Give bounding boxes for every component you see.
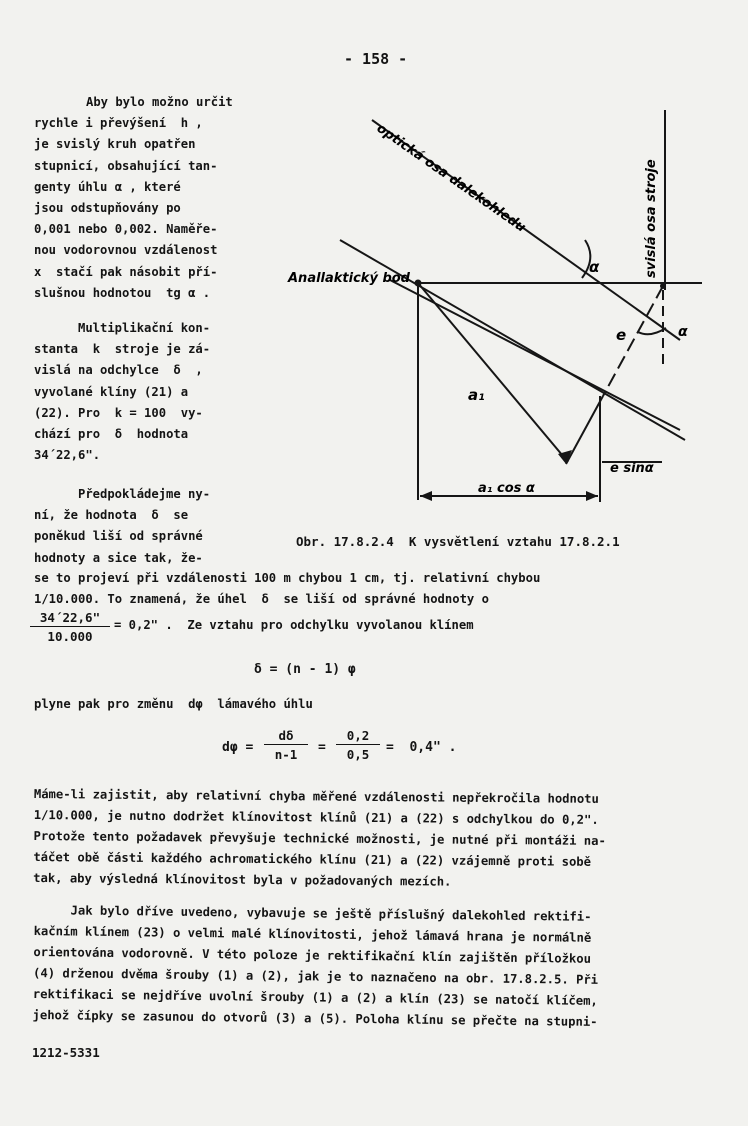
text-line: poněkud liší od správné (34, 529, 203, 544)
plyne-line (34, 694, 714, 715)
alpha-label-right: α (678, 324, 688, 340)
text-line: 34´22,6". (34, 448, 101, 463)
figure-17-8-2-4 (280, 100, 720, 520)
rectification-paragraph (32, 900, 713, 1034)
text-line: jehož čípky se zasunou do otvorů (3) a (5). Poloha klínu se přečte na stupni- (32, 1007, 598, 1029)
text-line: Multiplikační kon- (78, 321, 211, 335)
text-line: Jak bylo dříve uvedeno, vybavuje se ještě příslušný dalekohled rektifi- (33, 902, 592, 924)
text-line: slušnou hodnotou tg α . (34, 285, 211, 300)
e-label: e (616, 326, 627, 344)
document-code: 1212-5331 (32, 1045, 100, 1060)
text-line: tak, aby výsledná klínovitost byla v požadovaných mezích. (33, 870, 452, 889)
tolerance-paragraph (33, 784, 714, 895)
page-number: - 158 - (344, 50, 408, 68)
text-line: stupnicí, obsahující tan- (34, 158, 218, 173)
intro-paragraph (34, 92, 260, 304)
text-line: hodnoty a sice tak, že- (34, 550, 203, 565)
text-line: vyvolané klíny (21) a (34, 384, 189, 399)
text-line: ní, že hodnota δ se (34, 508, 189, 523)
fraction-result-text: = 0,2" . Ze vztahu pro odchylku vyvolanou klínem (114, 618, 474, 632)
e-sin-alpha-label: e sinα (610, 461, 654, 476)
gamma-arc (638, 328, 666, 334)
continuation-paragraph (34, 568, 714, 610)
anallactic-point-label: Anallaktický bod (288, 271, 410, 286)
figure-caption: Obr. 17.8.2.4 K vysvětlení vztahu 17.8.2.1 (296, 534, 620, 549)
fraction-denominator: 0,5 (346, 747, 370, 762)
text-line: nou vodorovnou vzdálenost (34, 243, 218, 258)
fraction-d-delta (264, 728, 308, 762)
fraction-denominator: 10.000 (47, 629, 93, 644)
fraction-numerator: dδ (264, 728, 308, 745)
fraction-0-2 (336, 728, 380, 762)
text-line: 1/10.000. To znamená, že úhel δ se liší od správné hodnoty o (34, 592, 489, 606)
formula2-lhs: dφ = (222, 740, 254, 755)
text-line: 0,001 nebo 0,002. Naměře- (34, 222, 218, 237)
a1-line (418, 283, 568, 462)
text-line: vislá na odchylce δ , (34, 363, 203, 378)
assume-paragraph (34, 484, 260, 569)
text-line: chází pro δ hodnota (34, 427, 189, 442)
fraction-34-22 (30, 610, 110, 644)
instrument-axis-point (660, 283, 666, 289)
text-line: rektifikaci se nejdříve uvolní šrouby (1) a (2) a klín (23) se natočí klíčem, (32, 986, 598, 1008)
vertical-axis-label: svislá osa stroje (644, 159, 659, 278)
text-line: rychle i převýšení h , (34, 116, 203, 131)
text-line: Předpokládejme ny- (78, 487, 211, 501)
text-line: stanta k stroje je zá- (34, 342, 211, 357)
formula2-equals: = (318, 740, 326, 755)
a1-cos-alpha-label: a₁ cos α (478, 481, 535, 496)
fraction-numerator: 34´22,6" (30, 610, 110, 627)
text-line: (4) drženou dvěma šrouby (1) a (2), jak je to naznačeno na obr. 17.8.2.5. Při (33, 965, 599, 987)
text-line: 1/10.000, je nutno dodržet klínovitost klínů (21) a (22) s odchylkou do 0,2". (33, 807, 599, 827)
multiplication-paragraph (34, 318, 260, 466)
fraction-denominator: n-1 (274, 747, 298, 762)
a1-label: a₁ (468, 386, 485, 404)
text-line: Protože tento požadavek převyšuje technické možnosti, je nutné při montáži na- (33, 828, 606, 848)
optical-axis-label: optická osa dalekohledu (373, 120, 529, 236)
text-line: se to projeví při vzdálenosti 100 m chybou 1 cm, tj. relativní chybou (34, 571, 541, 585)
text-line: Máme-li zajistit, aby relativní chyba měřené vzdálenosti nepřekročila hodnotu (33, 786, 599, 806)
e-line (603, 286, 663, 396)
text-line: kačním klínem (23) o velmi malé klínovitosti, jehož lámavá hrana je normálně (33, 923, 592, 945)
alpha-label: α (589, 258, 600, 276)
text-line: (22). Pro k = 100 vy- (34, 405, 203, 420)
formula-delta: δ = (n - 1) φ (254, 662, 356, 677)
text-line: táčet obě části každého achromatického klínu (21) a (22) vzájemně proti sobě (33, 849, 592, 869)
text-line: jsou odstupňovány po (34, 201, 181, 216)
connector-line (566, 396, 603, 464)
text-line: genty úhlu α , které (34, 179, 181, 194)
text-line: Aby bylo možno určit (86, 95, 233, 109)
text-line: plyne pak pro změnu dφ lámavého úhlu (34, 697, 313, 711)
text-line: orientována vodorovně. V této poloze je rektifikační klín zajištěn příložkou (33, 944, 592, 966)
anallactic-point (415, 280, 422, 287)
formula2-result: = 0,4" . (386, 740, 457, 755)
text-line: je svislý kruh opatřen (34, 137, 196, 152)
text-line: x stačí pak násobit pří- (34, 264, 218, 279)
fraction-numerator: 0,2 (336, 728, 380, 745)
